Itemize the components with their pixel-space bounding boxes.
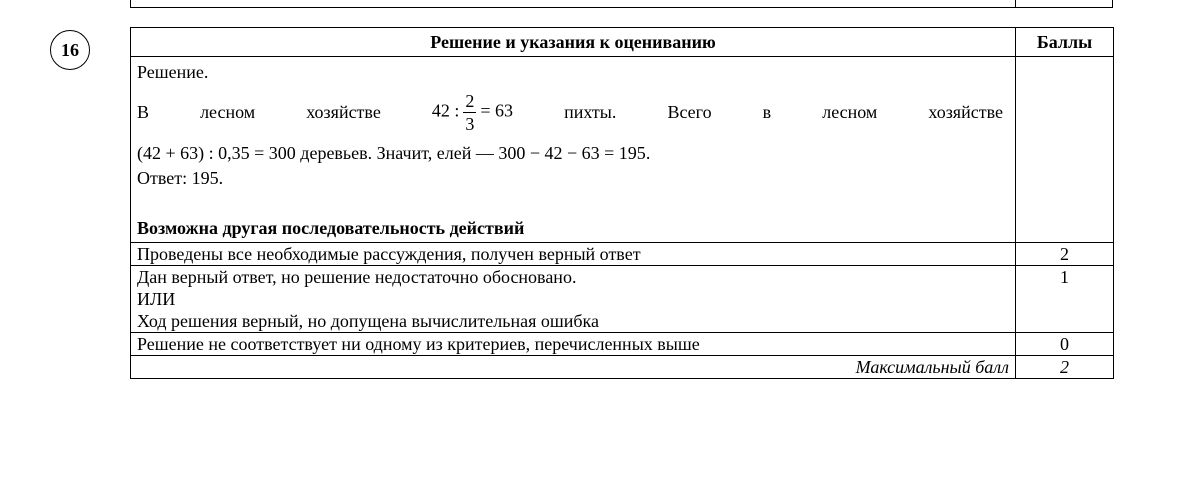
word: пихты. — [564, 102, 617, 122]
criterion-row — [131, 266, 1114, 333]
grading-table — [130, 27, 1114, 379]
solution-points-cell — [1016, 57, 1114, 243]
criterion-row — [131, 333, 1114, 356]
header-solution: Решение и указания к оцениванию — [131, 28, 1016, 57]
previous-table-left-border — [130, 0, 131, 8]
solution-text: деревьев. Значит, елей — — [300, 142, 494, 163]
solution-answer: Ответ: 195. — [137, 167, 224, 188]
fraction-expression — [432, 90, 513, 135]
header-points: Баллы — [1016, 28, 1114, 57]
word: хозяйстве — [306, 102, 381, 122]
criterion-line: Дан верный ответ, но решение недостаточно обосновано. — [137, 267, 577, 287]
max-score-label: Максимальный балл — [131, 356, 1016, 379]
spacer — [137, 190, 1009, 215]
solution-line-1 — [137, 84, 1009, 140]
task-number-badge — [50, 30, 90, 70]
word: В — [137, 102, 150, 122]
fraction-numerator: 2 — [465, 90, 475, 111]
criterion-line: ИЛИ — [137, 289, 176, 309]
solution-line-2 — [137, 140, 1009, 165]
word: лесном — [200, 102, 256, 122]
criterion-line: Ход решения верный, но допущена вычислительная ошибка — [137, 311, 599, 331]
word: хозяйстве — [928, 102, 1003, 122]
expression-part: 42 : — [431, 100, 460, 121]
word: в — [762, 102, 772, 122]
max-score-row — [131, 356, 1114, 379]
solution-label: Решение. — [137, 61, 209, 82]
math-expression: 300 − 42 − 63 = 195 — [498, 142, 646, 163]
fraction-denominator: 3 — [465, 113, 475, 134]
criterion-text: Решение не соответствует ни одному из критериев, перечисленных выше — [131, 333, 1016, 356]
solution-cell — [131, 57, 1016, 243]
word: лесном — [822, 102, 878, 122]
math-expression: (42 + 63) : 0,35 = 300 — [137, 142, 296, 163]
criterion-points: 1 — [1016, 266, 1114, 333]
previous-table-bottom-border — [130, 7, 1113, 8]
criterion-points: 2 — [1016, 243, 1114, 266]
previous-table-column-divider — [1015, 0, 1016, 8]
max-score-points: 2 — [1016, 356, 1114, 379]
period: . — [645, 142, 651, 163]
expression-part: = 63 — [480, 100, 514, 121]
header-row — [131, 28, 1114, 57]
alternative-note: Возможна другая последовательность действий — [137, 217, 525, 238]
word: Всего — [667, 102, 712, 122]
criterion-points: 0 — [1016, 333, 1114, 356]
solution-row — [131, 57, 1114, 243]
criterion-text — [131, 266, 1016, 333]
previous-table-right-border — [1112, 0, 1113, 8]
criterion-text: Проведены все необходимые рассуждения, получен верный ответ — [131, 243, 1016, 266]
fraction — [463, 90, 476, 135]
task-number: 16 — [61, 39, 79, 60]
criterion-row — [131, 243, 1114, 266]
